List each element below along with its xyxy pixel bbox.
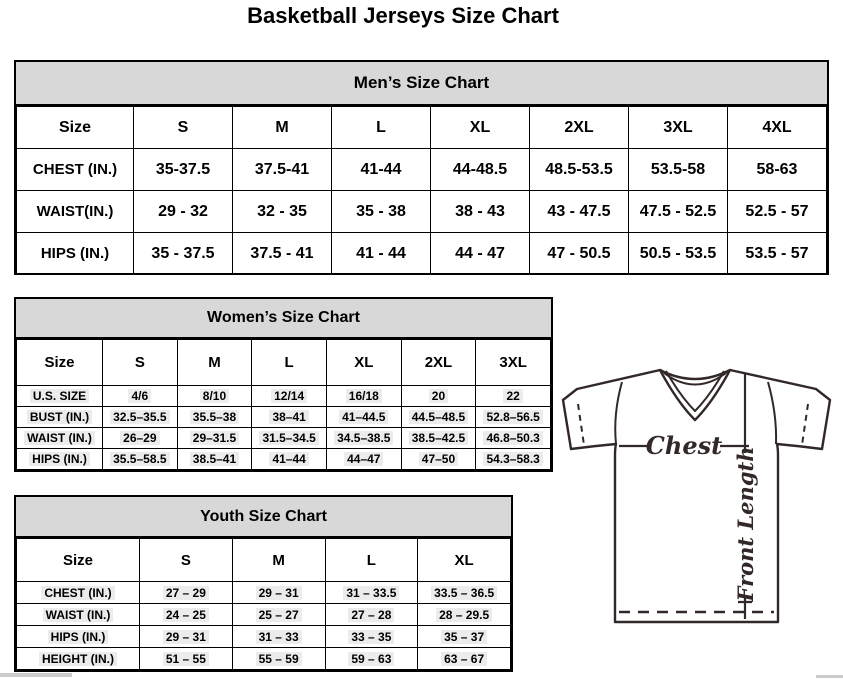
size-cell-text: 44 - 47 (455, 244, 505, 262)
row-label-text: HEIGHT (IN.) (39, 652, 117, 666)
row-label-text: CHEST (IN.) (32, 161, 118, 178)
size-cell (232, 648, 325, 670)
youth-size-chart (14, 495, 513, 672)
row-label-text: WAIST (IN.) (43, 608, 114, 622)
size-cell-text: 47–50 (419, 452, 458, 466)
column-header-text: L (376, 118, 386, 136)
size-cell (326, 407, 401, 428)
size-cell (332, 233, 431, 275)
size-cell-text: 35-37.5 (155, 160, 211, 178)
size-cell (140, 604, 233, 626)
size-cell-text: 51 – 55 (163, 652, 209, 666)
size-cell (134, 149, 233, 191)
size-cell (476, 407, 551, 428)
size-cell (232, 582, 325, 604)
size-cell (401, 428, 476, 449)
row-label-text: CHEST (IN.) (41, 586, 114, 600)
column-header-text: Size (44, 354, 75, 371)
size-cell-text: 53.5 - 57 (745, 244, 809, 262)
size-cell-text: 22 (503, 389, 522, 403)
row-label (17, 191, 134, 233)
column-header-text: Size (62, 551, 93, 569)
row-label-text: HIPS (IN.) (29, 452, 90, 466)
size-cell-text: 53.5-58 (650, 160, 706, 178)
size-cell (332, 149, 431, 191)
row-label-text: BUST (IN.) (27, 410, 92, 424)
column-header-text: S (180, 551, 191, 569)
column-header-text: XL (354, 354, 374, 371)
size-cell (728, 191, 827, 233)
jersey-outline-svg (556, 356, 843, 666)
youth-row-3 (17, 648, 511, 670)
size-cell (401, 449, 476, 470)
row-label-text: WAIST(IN.) (36, 203, 114, 220)
column-header (401, 340, 476, 386)
size-cell-text: 52.5 - 57 (745, 202, 809, 220)
column-header (17, 107, 134, 149)
size-cell-text: 43 - 47.5 (547, 202, 611, 220)
column-header-text: XL (454, 551, 474, 569)
size-cell (233, 191, 332, 233)
column-header-text: M (272, 551, 285, 569)
column-header-text: XL (469, 118, 491, 136)
size-cell (401, 407, 476, 428)
size-cell-text: 38–41 (269, 410, 308, 424)
column-header (17, 539, 140, 582)
size-cell (103, 386, 178, 407)
size-cell-text: 55 – 59 (256, 652, 302, 666)
size-cell-text: 34.5–38.5 (334, 431, 393, 445)
size-cell (431, 233, 530, 275)
row-label (17, 233, 134, 275)
row-label (17, 648, 140, 670)
column-header (530, 107, 629, 149)
size-cell (401, 386, 476, 407)
size-cell-text: 29 - 32 (158, 202, 208, 220)
scrollbar-fragment-right[interactable] (816, 675, 843, 678)
size-cell (431, 191, 530, 233)
size-cell (233, 233, 332, 275)
row-label (17, 386, 103, 407)
column-header (252, 340, 327, 386)
column-header (177, 340, 252, 386)
mens-row-2 (17, 233, 827, 275)
size-cell-text: 35 – 37 (441, 630, 487, 644)
size-cell-text: 31 – 33.5 (343, 586, 399, 600)
size-cell (134, 233, 233, 275)
womens-header-row (17, 340, 551, 386)
scrollbar-fragment-left[interactable] (0, 673, 72, 677)
youth-header-row (17, 539, 511, 582)
size-cell (530, 233, 629, 275)
column-header (103, 340, 178, 386)
front-length-label: Front Length (733, 446, 758, 602)
size-cell-text: 44.5–48.5 (409, 410, 468, 424)
womens-row-3 (17, 449, 551, 470)
size-cell-text: 25 – 27 (256, 608, 302, 622)
column-header (418, 539, 511, 582)
size-cell-text: 63 – 67 (441, 652, 487, 666)
size-cell (103, 407, 178, 428)
size-cell-text: 37.5-41 (254, 160, 310, 178)
row-label (17, 604, 140, 626)
chest-label: Chest (645, 431, 723, 460)
size-cell (431, 149, 530, 191)
size-cell-text: 54.3–58.3 (483, 452, 542, 466)
size-cell (629, 191, 728, 233)
size-cell (177, 386, 252, 407)
jersey-diagram (556, 356, 843, 666)
row-label (17, 407, 103, 428)
size-cell (325, 582, 418, 604)
column-header-text: M (275, 118, 289, 136)
size-cell-text: 27 – 28 (348, 608, 394, 622)
size-cell (252, 449, 327, 470)
size-cell-text: 37.5 - 41 (250, 244, 314, 262)
size-cell-text: 29 – 31 (256, 586, 302, 600)
row-label-text: HIPS (IN.) (40, 245, 110, 262)
row-label (17, 626, 140, 648)
column-header-text: 3XL (499, 354, 527, 371)
row-label-text: WAIST (IN.) (24, 431, 95, 445)
column-header (332, 107, 431, 149)
size-cell-text: 47 - 50.5 (547, 244, 611, 262)
size-cell (728, 233, 827, 275)
column-header (326, 340, 401, 386)
row-label (17, 449, 103, 470)
size-cell-text: 52.8–56.5 (483, 410, 542, 424)
size-cell-text: 59 – 63 (348, 652, 394, 666)
size-cell (252, 428, 327, 449)
column-header (325, 539, 418, 582)
size-cell (476, 386, 551, 407)
youth-row-1 (17, 604, 511, 626)
column-header (431, 107, 530, 149)
size-cell (325, 648, 418, 670)
size-cell-text: 29 – 31 (163, 630, 209, 644)
size-cell-text: 4/6 (128, 389, 151, 403)
womens-row-1 (17, 407, 551, 428)
size-cell-text: 29–31.5 (190, 431, 239, 445)
size-cell-text: 41 - 44 (356, 244, 406, 262)
size-cell-text: 12/14 (271, 389, 307, 403)
size-cell-text: 38.5–41 (190, 452, 239, 466)
mens-chart-title: Men’s Size Chart (16, 62, 827, 106)
size-cell-text: 35 - 38 (356, 202, 406, 220)
size-cell-text: 31.5–34.5 (259, 431, 318, 445)
size-cell (325, 626, 418, 648)
column-header-text: L (366, 551, 376, 569)
column-header-text: 2XL (564, 118, 594, 136)
column-header-text: 4XL (762, 118, 792, 136)
size-cell-text: 33.5 – 36.5 (431, 586, 497, 600)
size-cell (728, 149, 827, 191)
size-cell-text: 48.5-53.5 (545, 160, 613, 178)
youth-table (16, 538, 511, 670)
size-cell (232, 626, 325, 648)
size-cell (530, 149, 629, 191)
size-cell (177, 449, 252, 470)
size-cell-text: 35 - 37.5 (151, 244, 215, 262)
mens-table (16, 106, 827, 275)
size-cell-text: 41–44 (269, 452, 308, 466)
size-cell-text: 33 – 35 (348, 630, 394, 644)
size-cell (134, 191, 233, 233)
size-cell (476, 428, 551, 449)
size-cell-text: 35.5–38 (190, 410, 239, 424)
size-cell (140, 626, 233, 648)
column-header (134, 107, 233, 149)
size-cell (326, 386, 401, 407)
size-cell (530, 191, 629, 233)
size-cell (233, 149, 332, 191)
mens-header-row (17, 107, 827, 149)
size-cell-text: 47.5 - 52.5 (639, 202, 717, 220)
column-header-text: 2XL (424, 354, 453, 371)
mens-size-chart (14, 60, 829, 275)
column-header (233, 107, 332, 149)
womens-size-chart (14, 297, 553, 472)
column-header (476, 340, 551, 386)
size-cell-text: 26–29 (120, 431, 159, 445)
row-label (17, 428, 103, 449)
column-header-text: M (208, 354, 221, 371)
youth-chart-title: Youth Size Chart (16, 497, 511, 538)
column-header (17, 340, 103, 386)
size-cell (103, 428, 178, 449)
womens-chart-title: Women’s Size Chart (16, 299, 551, 339)
size-cell-text: 41–44.5 (339, 410, 388, 424)
size-cell-text: 16/18 (346, 389, 382, 403)
size-cell-text: 58-63 (756, 160, 798, 178)
womens-row-0 (17, 386, 551, 407)
size-cell (418, 626, 511, 648)
column-header (140, 539, 233, 582)
column-header-text: S (134, 354, 145, 371)
column-header-text: Size (58, 118, 91, 136)
column-header (232, 539, 325, 582)
size-cell-text: 20 (429, 389, 448, 403)
size-cell (629, 233, 728, 275)
size-cell-text: 8/10 (200, 389, 229, 403)
mens-row-0 (17, 149, 827, 191)
size-cell (103, 449, 178, 470)
size-cell-text: 28 – 29.5 (436, 608, 492, 622)
row-label (17, 149, 134, 191)
size-cell (332, 191, 431, 233)
size-cell (418, 604, 511, 626)
womens-table (16, 339, 551, 470)
size-cell-text: 24 – 25 (163, 608, 209, 622)
size-cell (252, 386, 327, 407)
size-cell-text: 27 – 29 (163, 586, 209, 600)
mens-row-1 (17, 191, 827, 233)
size-cell-text: 38 - 43 (455, 202, 505, 220)
column-header-text: L (284, 354, 294, 371)
size-cell (476, 449, 551, 470)
size-cell (140, 648, 233, 670)
size-cell-text: 32.5–35.5 (110, 410, 169, 424)
row-label-text: HIPS (IN.) (48, 630, 109, 644)
column-header (728, 107, 827, 149)
size-cell-text: 44–47 (344, 452, 383, 466)
size-cell-text: 50.5 - 53.5 (639, 244, 717, 262)
size-cell (629, 149, 728, 191)
size-cell (325, 604, 418, 626)
column-header (629, 107, 728, 149)
size-cell (252, 407, 327, 428)
size-cell-text: 41-44 (360, 160, 402, 178)
size-cell-text: 46.8–50.3 (483, 431, 542, 445)
womens-row-2 (17, 428, 551, 449)
size-cell-text: 38.5–42.5 (409, 431, 468, 445)
size-cell-text: 32 - 35 (257, 202, 307, 220)
size-cell (418, 582, 511, 604)
size-cell (232, 604, 325, 626)
column-header-text: 3XL (663, 118, 693, 136)
size-cell (326, 428, 401, 449)
size-cell (177, 407, 252, 428)
row-label (17, 582, 140, 604)
size-cell (177, 428, 252, 449)
jersey-body-outline (563, 370, 830, 622)
size-cell-text: 31 – 33 (256, 630, 302, 644)
youth-row-0 (17, 582, 511, 604)
page-title: Basketball Jerseys Size Chart (247, 3, 559, 28)
row-label-text: U.S. SIZE (30, 389, 89, 403)
youth-row-2 (17, 626, 511, 648)
size-cell-text: 44-48.5 (452, 160, 508, 178)
size-cell (140, 582, 233, 604)
column-header-text: S (177, 118, 189, 136)
size-cell (418, 648, 511, 670)
size-cell-text: 35.5–58.5 (110, 452, 169, 466)
size-cell (326, 449, 401, 470)
